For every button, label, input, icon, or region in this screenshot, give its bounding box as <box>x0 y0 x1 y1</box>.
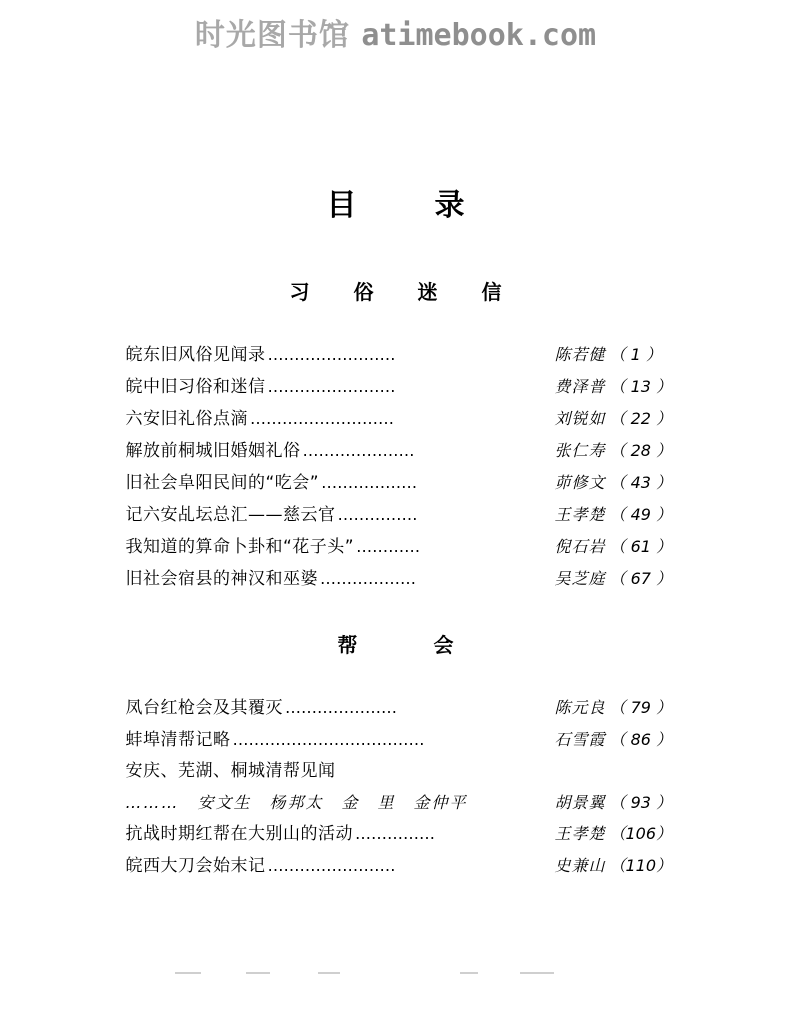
toc-entry-page: （ 43 ） <box>609 473 673 492</box>
toc-entry-multiline-title[interactable] <box>126 756 666 787</box>
toc-entry-page: （ 67 ） <box>609 569 673 588</box>
toc-entry-page: （ 79 ） <box>609 698 673 717</box>
toc-entry-page: （ 93 ） <box>609 793 673 812</box>
section-heading-customs: 习 俗 迷 信 <box>289 280 514 304</box>
toc-leader: …………… <box>355 824 435 843</box>
toc-entry-author: 胡景翼 <box>554 793 606 812</box>
toc-entry-author: 张仁寿 <box>554 441 606 460</box>
toc-entry-author: 史兼山 <box>554 856 606 875</box>
toc-entry-page: （ 86 ） <box>609 730 673 749</box>
toc-entry[interactable] <box>125 371 673 403</box>
toc-entry-page: （ 49 ） <box>609 505 673 524</box>
toc-entry[interactable] <box>125 818 673 850</box>
toc-entry[interactable] <box>125 499 673 531</box>
watermark <box>0 10 791 54</box>
toc-entry[interactable] <box>125 692 673 724</box>
toc-entry-author: 陈元良 <box>554 698 606 717</box>
toc-entry-title: 我知道的算命卜卦和“花子头” <box>125 537 355 557</box>
page-title: 目 录 <box>326 188 489 223</box>
toc-entry[interactable] <box>125 403 673 435</box>
toc-leader: ………………… <box>302 441 415 460</box>
toc-entry[interactable] <box>125 467 673 499</box>
toc-leader: …………… <box>337 505 418 524</box>
toc-entry[interactable] <box>125 435 673 467</box>
toc-entry-author: 茆修文 <box>554 473 606 492</box>
toc-entry-page: （ 22 ） <box>609 409 673 428</box>
toc-entry-author: 王孝楚 <box>554 824 606 843</box>
scan-artifacts <box>0 972 791 982</box>
toc-entry-author: 吴芝庭 <box>554 569 606 588</box>
toc-entry-title: 六安旧礼俗点滴 <box>125 409 248 429</box>
toc-entry-page: （106） <box>609 824 673 843</box>
toc-entry-author: 王孝楚 <box>554 505 606 524</box>
toc-entry-multiline-authors[interactable] <box>125 787 673 818</box>
toc-leader: ……………………………… <box>232 730 425 749</box>
toc-entry-title: 蚌埠清帮记略 <box>125 730 231 750</box>
toc-entry-page: （110） <box>609 856 673 875</box>
toc-entry-title: 皖中旧习俗和迷信 <box>125 377 266 397</box>
toc-entry-page: （ 28 ） <box>609 441 673 460</box>
toc-leader: ………… <box>356 537 421 556</box>
watermark-cn: 时光图书馆 <box>194 18 350 53</box>
toc-entry-title: 旧社会阜阳民间的“吃会” <box>125 473 320 493</box>
toc-entry[interactable] <box>125 563 673 595</box>
toc-entry-author: 倪石岩 <box>554 537 606 556</box>
toc-entry-page: （ 61 ） <box>609 537 673 556</box>
toc-entry-page: （ 1 ） <box>609 345 662 364</box>
toc-leader: ……………………… <box>250 409 394 428</box>
toc-list-customs <box>125 339 673 595</box>
toc-entry[interactable] <box>125 850 673 882</box>
toc-leader: ……………… <box>321 473 418 492</box>
toc-entry-author: 刘锐如 <box>554 409 606 428</box>
toc-entry-title: 皖东旧风俗见闻录 <box>125 345 266 365</box>
toc-entry-author: 石雪霞 <box>554 730 606 749</box>
watermark-en: atimebook.com <box>361 18 597 53</box>
toc-entry-title: 皖西大刀会始末记 <box>125 856 266 876</box>
toc-leader: ………………… <box>285 698 397 717</box>
toc-entry-title: 安庆、芜湖、桐城清帮见闻 <box>125 761 336 781</box>
page-content <box>0 180 791 882</box>
toc-entry[interactable] <box>125 531 673 563</box>
toc-entry-title: 解放前桐城旧婚姻礼俗 <box>125 441 301 461</box>
toc-entry-author: 费泽普 <box>554 377 606 396</box>
toc-leader: …………………… <box>267 377 396 396</box>
toc-entry-title: 旧社会宿县的神汉和巫婆 <box>125 569 318 589</box>
toc-entry-title: 抗战时期红帮在大别山的活动 <box>125 824 353 844</box>
toc-entry[interactable] <box>125 724 673 756</box>
toc-leader: ……………… <box>320 569 416 588</box>
toc-entry-title: 记六安乩坛总汇——慈云官 <box>125 505 336 525</box>
toc-entry-author: 陈若健 <box>554 345 606 364</box>
toc-entry-title: 凤台红枪会及其覆灭 <box>125 698 283 718</box>
toc-entry-coauthors: ……… 安文生 杨邦太 金 里 金仲平 <box>125 793 468 812</box>
section-heading-gangs: 帮 会 <box>337 633 466 657</box>
toc-entry[interactable] <box>126 339 666 371</box>
toc-list-gangs <box>125 692 673 882</box>
toc-leader: …………………… <box>267 856 396 875</box>
toc-entry-page: （ 13 ） <box>609 377 673 396</box>
toc-leader: …………………… <box>267 345 396 364</box>
